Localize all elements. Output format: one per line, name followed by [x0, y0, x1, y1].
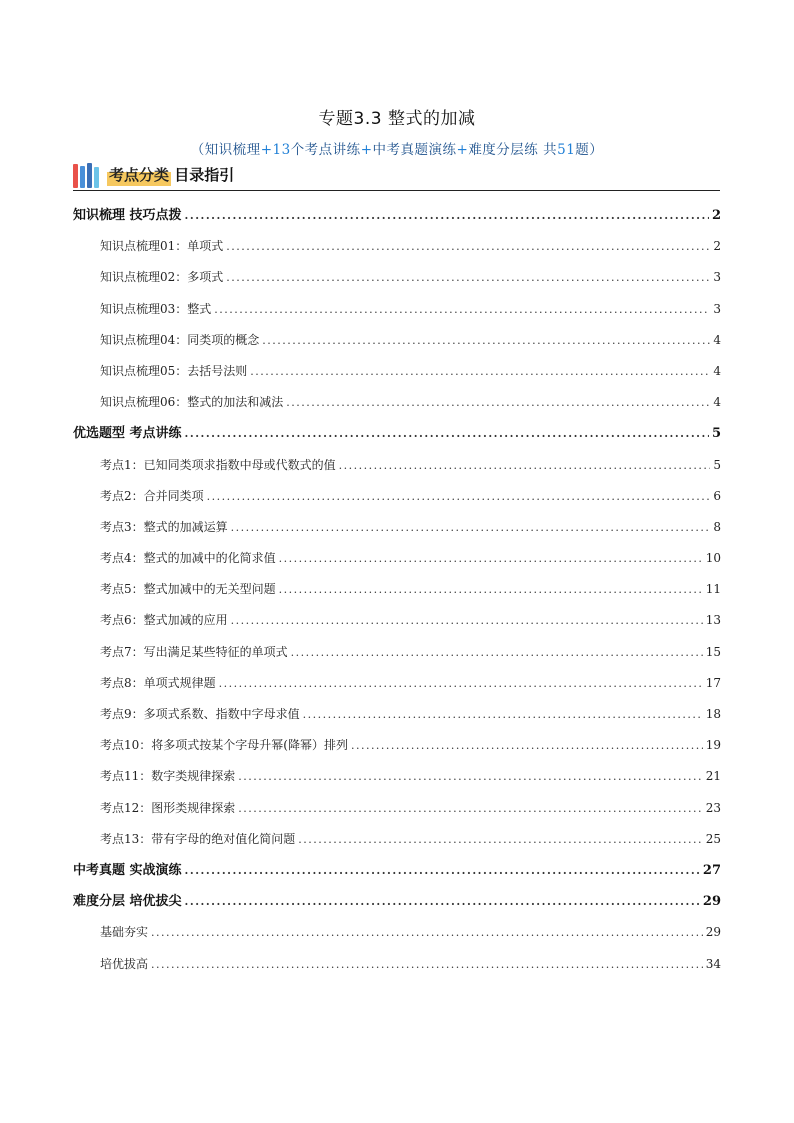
- toc-dot-leader: [214, 294, 710, 325]
- toc-page-number: 18: [705, 707, 721, 721]
- toc-dot-leader: [238, 761, 702, 792]
- toc-entry-label: 考点4：整式的加减中的化简求值: [100, 551, 276, 566]
- banner-heading-part1: 考点分类: [109, 166, 170, 184]
- toc-entry-label: 知识点梳理04：同类项的概念: [100, 332, 260, 347]
- toc-dot-leader: [250, 356, 710, 387]
- toc-dot-leader: [185, 418, 709, 449]
- toc-entry-label: 考点3：整式的加减运算: [100, 519, 228, 534]
- toc-dot-leader: [303, 699, 703, 730]
- toc-page-number: 29: [702, 894, 721, 910]
- banner-heading-part2: 目录指引: [169, 166, 235, 184]
- toc-entry-label: 中考真题 实战演练: [73, 862, 182, 878]
- toc-page-number: 13: [705, 613, 721, 628]
- toc-page-number: 5: [711, 426, 721, 442]
- toc-entry[interactable]: [73, 730, 721, 761]
- toc-section-entry[interactable]: [73, 200, 721, 231]
- toc-dot-leader: [286, 387, 710, 418]
- toc-page-number: 4: [713, 395, 721, 410]
- toc-page-number: 3: [713, 270, 721, 285]
- toc-dot-leader: [226, 262, 710, 293]
- toc-entry[interactable]: [73, 512, 721, 543]
- section-banner: [73, 160, 720, 191]
- toc-dot-leader: [262, 325, 710, 356]
- page-title: 专题3.3 整式的加减: [318, 109, 476, 129]
- toc-entry[interactable]: [73, 574, 721, 605]
- toc-dot-leader: [151, 949, 703, 980]
- toc-entry-label: 培优拔高: [100, 956, 149, 971]
- toc-entry[interactable]: [73, 668, 721, 699]
- toc-entry[interactable]: [73, 761, 721, 792]
- toc-entry-label: 知识梳理 技巧点拨: [73, 208, 182, 223]
- toc-entry-label: 考点2：合并同类项: [100, 488, 204, 503]
- toc-page-number: 11: [705, 582, 721, 597]
- book-navy: [87, 163, 92, 188]
- toc-entry[interactable]: [73, 793, 721, 824]
- toc-entry-label: 知识点梳理03：整式: [100, 301, 212, 316]
- toc-entry[interactable]: [73, 262, 721, 293]
- toc-entry-label: 考点6：整式加减的应用: [100, 613, 228, 628]
- toc-entry-label: 考点12：图形类规律探索: [100, 800, 236, 815]
- toc-entry[interactable]: [73, 231, 721, 262]
- book-blue: [80, 166, 85, 188]
- toc-dot-leader: [351, 730, 703, 761]
- toc-entry-label: 考点1：已知同类项求指数中母或代数式的值: [100, 457, 336, 472]
- subtitle-mid3: 难度分层练 共: [468, 142, 558, 158]
- toc-entry-label: 考点8：单项式规律题: [100, 675, 216, 690]
- toc-page-number: 2: [713, 239, 721, 254]
- subtitle-plus-3: +: [456, 142, 469, 158]
- toc-page-number: 10: [705, 551, 721, 566]
- toc-page-number: 19: [705, 738, 721, 753]
- page-subtitle: [0, 138, 794, 158]
- toc-entry-label: 知识点梳理01：单项式: [100, 239, 224, 254]
- toc-dot-leader: [219, 668, 703, 699]
- toc-page-number: 2: [711, 208, 721, 223]
- subtitle-count: 51: [557, 142, 576, 158]
- toc-dot-leader: [151, 917, 703, 948]
- toc-section-entry[interactable]: [73, 855, 721, 886]
- toc-entry[interactable]: [73, 949, 721, 980]
- toc-dot-leader: [185, 886, 700, 917]
- toc-dot-leader: [231, 605, 703, 636]
- toc-page-number: 6: [713, 488, 721, 503]
- toc-dot-leader: [279, 543, 703, 574]
- toc-entry-label: 知识点梳理02：多项式: [100, 270, 224, 285]
- toc-entry[interactable]: [73, 543, 721, 574]
- toc-page-number: 4: [713, 363, 721, 378]
- toc-page-number: 15: [705, 644, 721, 659]
- toc-page-number: 29: [705, 925, 721, 940]
- toc-entry[interactable]: [73, 824, 721, 855]
- toc-dot-leader: [339, 450, 711, 481]
- toc-entry-label: 难度分层 培优拔尖: [73, 894, 182, 910]
- subtitle-plus-2: +: [360, 142, 373, 158]
- toc-entry[interactable]: [73, 637, 721, 668]
- subtitle-plus-13: +13: [260, 142, 291, 158]
- toc-entry[interactable]: [73, 356, 721, 387]
- toc-dot-leader: [231, 512, 711, 543]
- toc-entry-label: 考点10：将多项式按某个字母升幂(降幂）排列: [100, 738, 348, 753]
- subtitle-mid1: 个考点讲练: [290, 142, 361, 158]
- book-cyan: [94, 167, 99, 188]
- toc-entry[interactable]: [73, 699, 721, 730]
- subtitle-mid2: 中考真题演练: [372, 142, 457, 158]
- toc-entry-label: 考点13：带有字母的绝对值化简问题: [100, 831, 296, 846]
- book-red: [73, 164, 78, 188]
- toc-page-number: 17: [705, 675, 721, 690]
- toc-entry-label: 知识点梳理05：去括号法则: [100, 363, 248, 378]
- toc-page-number: 5: [713, 457, 721, 472]
- toc-section-entry[interactable]: [73, 886, 721, 917]
- subtitle-open: （知识梳理: [190, 142, 261, 158]
- toc-entry-label: 基础夯实: [100, 925, 149, 940]
- toc-entry[interactable]: [73, 917, 721, 948]
- banner-heading: [109, 164, 234, 185]
- toc-entry-label: 考点7：写出满足某些特征的单项式: [100, 644, 288, 659]
- toc-dot-leader: [298, 824, 702, 855]
- toc-entry-label: 考点11：数字类规律探索: [100, 769, 236, 784]
- books-icon: [73, 162, 103, 188]
- toc-entry-label: 优选题型 考点讲练: [73, 426, 182, 442]
- toc-entry[interactable]: [73, 325, 721, 356]
- toc-page-number: 25: [705, 831, 721, 846]
- toc-entry[interactable]: [73, 294, 721, 325]
- toc-entry[interactable]: [73, 387, 721, 418]
- toc-dot-leader: [185, 855, 700, 886]
- toc-page-number: 27: [702, 862, 721, 878]
- toc-dot-leader: [185, 200, 709, 231]
- toc-page-number: 21: [705, 769, 721, 784]
- toc-page-number: 4: [713, 332, 721, 347]
- toc-page-number: 23: [705, 800, 721, 815]
- toc-page-number: 8: [713, 519, 721, 534]
- toc-section-entry[interactable]: [73, 418, 721, 449]
- toc-dot-leader: [226, 231, 710, 262]
- toc-page-number: 34: [705, 956, 721, 971]
- toc-entry-label: 知识点梳理06：整式的加法和减法: [100, 395, 284, 410]
- toc-page-number: 3: [713, 301, 721, 316]
- toc-entry[interactable]: [73, 481, 721, 512]
- subtitle-close: 题）: [575, 142, 604, 158]
- toc-dot-leader: [279, 574, 703, 605]
- toc-entry-label: 考点5：整式加减中的无关型问题: [100, 582, 276, 597]
- table-of-contents: [73, 200, 721, 980]
- toc-entry[interactable]: [73, 450, 721, 481]
- toc-dot-leader: [207, 481, 711, 512]
- toc-dot-leader: [238, 793, 702, 824]
- toc-entry-label: 考点9：多项式系数、指数中字母求值: [100, 707, 300, 721]
- toc-entry[interactable]: [73, 605, 721, 636]
- toc-dot-leader: [291, 637, 703, 668]
